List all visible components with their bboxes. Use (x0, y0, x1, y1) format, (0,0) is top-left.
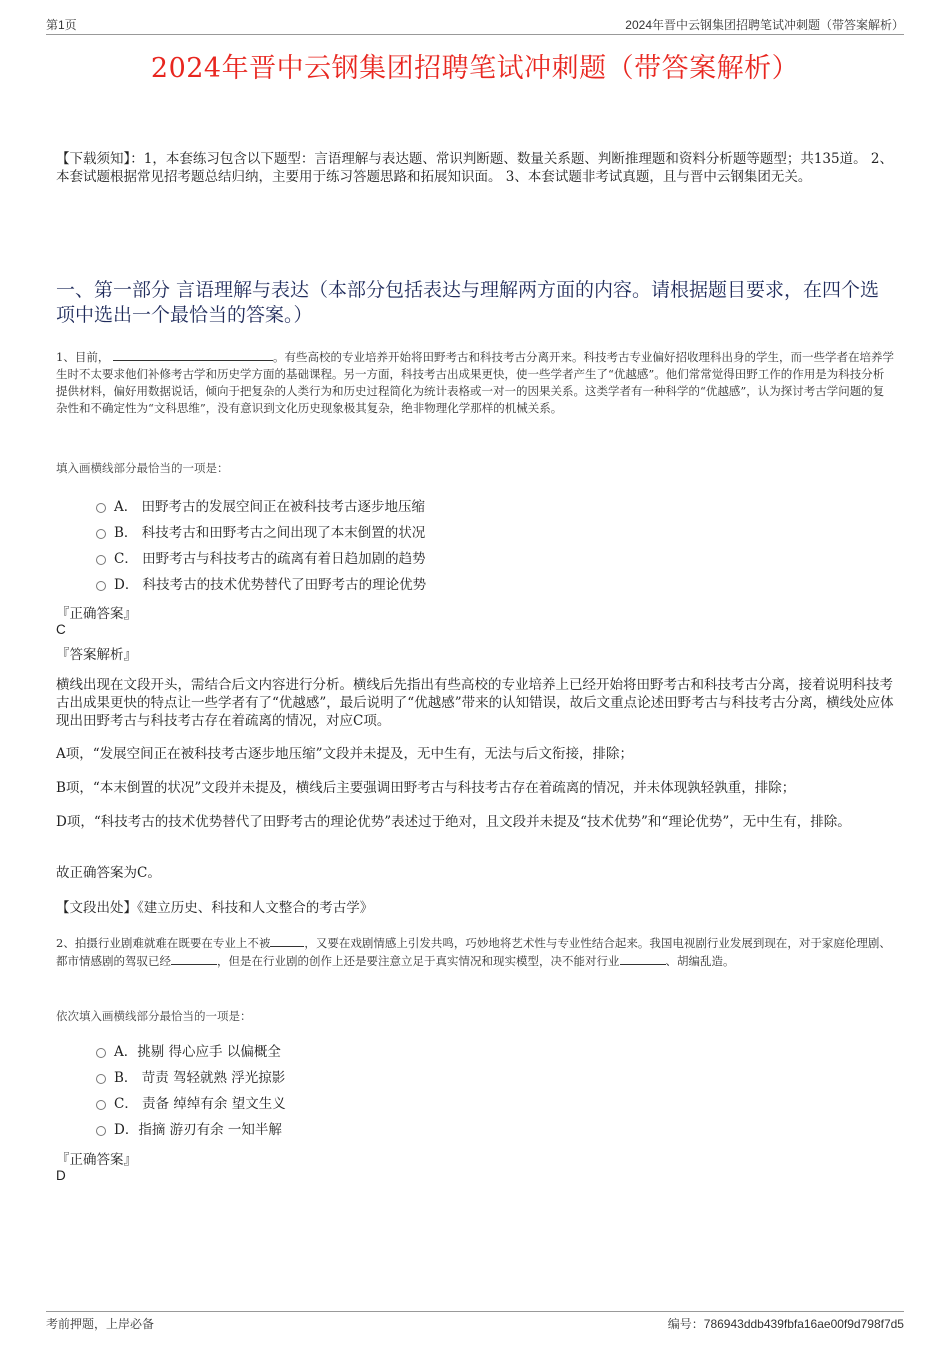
option-a[interactable] (96, 494, 426, 520)
option-label: A．挑剔 得心应手 以偏概全 (114, 1044, 281, 1060)
analysis-paragraph: B项，“本末倒置的状况”文段并未提及，横线后主要强调田野考古与科技考古存在着疏离的情况，并未体现孰轻孰重，排除； (56, 780, 796, 796)
radio-icon[interactable] (96, 555, 106, 565)
option-label: D． 科技考古的技术优势替代了田野考古的理论优势 (114, 577, 427, 593)
header-doc-title: 2024年晋中云钢集团招聘笔试冲刺题（带答案解析） (625, 18, 904, 32)
option-d[interactable] (96, 572, 426, 598)
option-label: A． 田野考古的发展空间正在被科技考古逐步地压缩 (114, 499, 426, 515)
question-2-prompt: 依次填入画横线部分最恰当的一项是： (56, 1009, 252, 1023)
page-footer (46, 1311, 904, 1334)
analysis-paragraph: 横线出现在文段开头，需结合后文内容进行分析。横线后先指出有些高校的专业培养上已经开始将田野考古和科技考古分离，接着说明科技考古出成果更快的特点让一些学者有了“优越感”，最后说明了“优越感”带来的认知错误，故后文重点论述田野考古与科技考古分离，横线处应体现出田野考古与科技考古存在着疏离的情况，对应C项。 (56, 677, 894, 729)
question-2-options (96, 1039, 286, 1143)
option-label: C． 责备 绰绰有余 望文生义 (114, 1096, 286, 1112)
radio-icon[interactable] (96, 1100, 106, 1110)
option-label: D．指摘 游刃有余 一知半解 (114, 1122, 282, 1138)
passage-source: 【文段出处】《建立历史、科技和人文整合的考古学》 (56, 900, 374, 916)
radio-icon[interactable] (96, 581, 106, 591)
question-1-number: 1、目前， (56, 350, 110, 364)
analysis-paragraph: A项，“发展空间正在被科技考古逐步地压缩”文段并未提及，无中生有，无法与后文衔接，排除； (56, 746, 634, 762)
answer-value: C (56, 622, 66, 637)
radio-icon[interactable] (96, 529, 106, 539)
document-code: 编号：786943ddb439fbfa16ae00f9d798f7d5 (667, 1317, 904, 1331)
question-2-part: ，又要在戏剧情感上引发共鸣，巧妙地将艺术性与专业性结合起来。我国电视剧行业发展到现在，对于家庭伦理剧、都市情感剧的驾驭已经 (56, 936, 891, 968)
option-d[interactable] (96, 1117, 286, 1143)
answer-label: 『正确答案』 (56, 1152, 137, 1168)
option-label: C． 田野考古与科技考古的疏离有着日趋加剧的趋势 (114, 551, 426, 567)
radio-icon[interactable] (96, 503, 106, 513)
radio-icon[interactable] (96, 1048, 106, 1058)
option-c[interactable] (96, 546, 426, 572)
question-1-body: 。有些高校的专业培养开始将田野考古和科技考古分离开来。科技考古专业偏好招收理科出身的学生，而一些学者在培养学生时不太要求他们补修考古学和历史学方面的基础课程。另一方面，科技考古出成果更快，使一些学者产生了“优越感”。他们常常觉得田野工作的作用是为科技分析提供材料，偏好用数据说话，倾向于把复杂的人类行为和历史过程简化为统计表格或一对一的因果关系。这类学者有一种科学的“优越感”，认为探讨考古学问题的复杂性和不确定性为“文科思维”，没有意识到文化历史现象极其复杂，绝非物理化学那样的机械关系。 (56, 350, 894, 415)
page-number: 第1页 (46, 18, 77, 32)
page-header (46, 14, 904, 35)
answer-label: 『正确答案』 (56, 606, 137, 622)
option-label: B． 科技考古和田野考古之间出现了本末倒置的状况 (114, 525, 426, 541)
question-2-text (56, 934, 894, 970)
document-title: 2024年晋中云钢集团招聘笔试冲刺题（带答案解析） (150, 53, 800, 84)
analysis-paragraph: D项，“科技考古的技术优势替代了田野考古的理论优势”表述过于绝对，且文段并未提及“技术优势”和“理论优势”，无中生有，排除。 (56, 814, 851, 830)
radio-icon[interactable] (96, 1126, 106, 1136)
fill-blank (270, 934, 304, 947)
question-2-part: 、胡编乱造。 (665, 954, 735, 968)
fill-blank (620, 952, 666, 965)
option-label: B． 苛责 驾轻就熟 浮光掠影 (114, 1070, 286, 1086)
fill-blank (171, 952, 217, 965)
analysis-label: 『答案解析』 (56, 647, 137, 663)
radio-icon[interactable] (96, 1074, 106, 1084)
option-a[interactable] (96, 1039, 286, 1065)
option-c[interactable] (96, 1091, 286, 1117)
question-2-part: ，但是在行业剧的创作上还是要注意立足于真实情况和现实模型，决不能对行业 (217, 954, 620, 968)
option-b[interactable] (96, 520, 426, 546)
option-b[interactable] (96, 1065, 286, 1091)
section-heading: 一、第一部分 言语理解与表达（本部分包括表达与理解两方面的内容。请根据题目要求，在四个选项中选出一个最恰当的答案。） (56, 279, 880, 326)
download-notice: 【下载须知】：1，本套练习包含以下题型：言语理解与表达题、常识判断题、数量关系题、判断推理题和资料分析题等题型；共135道。 2、本套试题根据常见招考题总结归纳，主要用于练习答题思路和拓展知识面。 3、本套试题非考试真题，且与晋中云钢集团无关。 (56, 151, 893, 185)
question-1-text (56, 348, 894, 417)
fill-blank (113, 348, 273, 361)
question-1-prompt: 填入画横线部分最恰当的一项是： (56, 461, 229, 475)
footer-slogan: 考前押题，上岸必备 (46, 1317, 155, 1331)
answer-value: D (56, 1168, 66, 1183)
question-2-part: 2、拍摄行业剧难就难在既要在专业上不被 (56, 936, 271, 950)
analysis-conclusion: 故正确答案为C。 (56, 865, 161, 881)
question-1-options (96, 494, 426, 598)
